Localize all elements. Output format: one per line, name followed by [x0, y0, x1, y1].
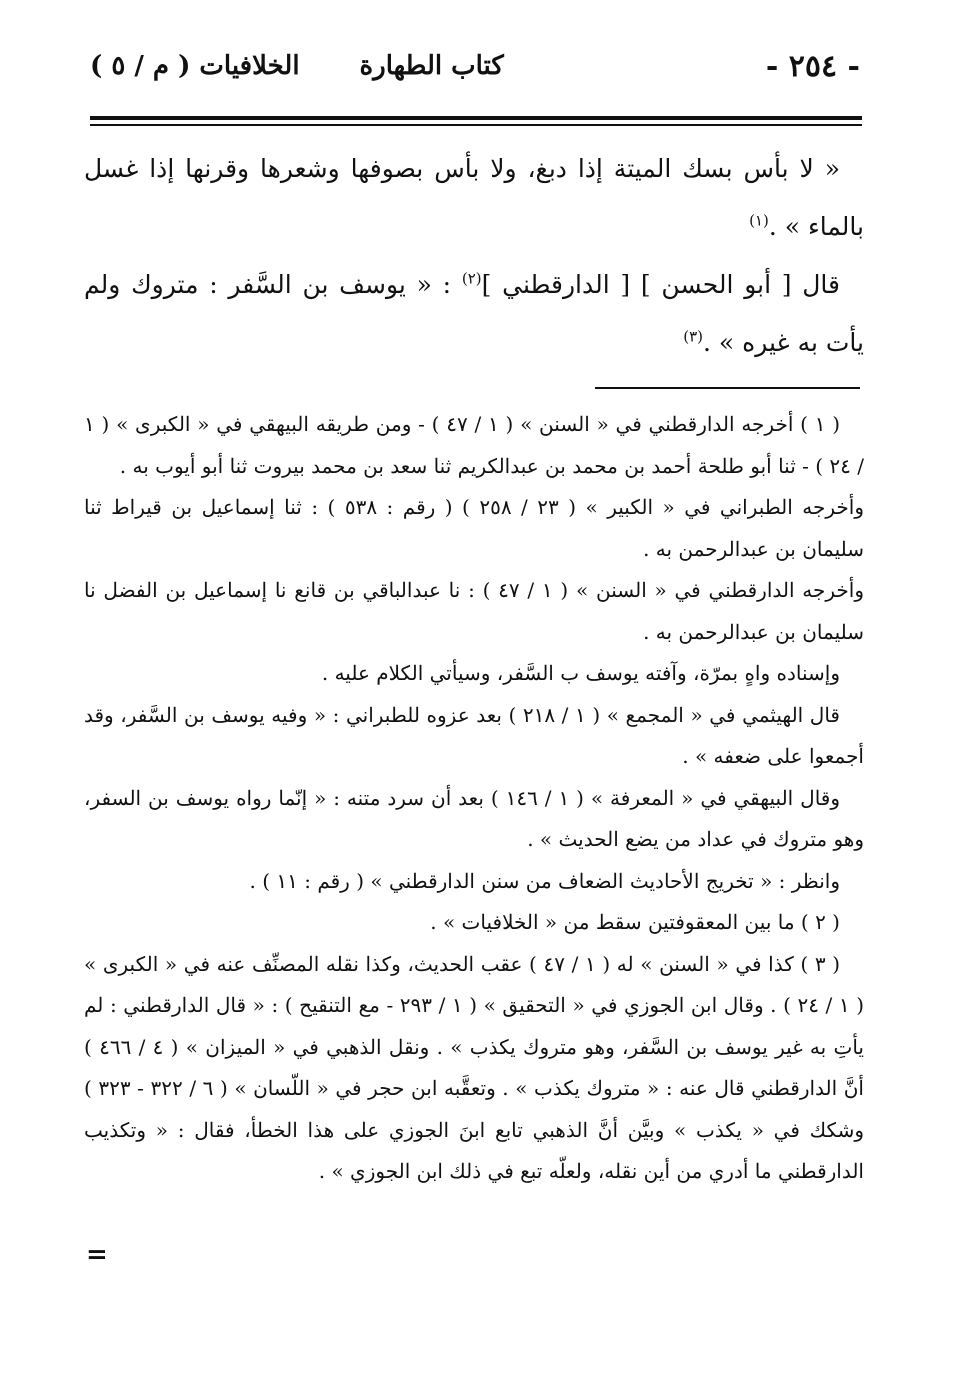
footnote: وانظر : « تخريج الأحاديث الضعاف من سنن الدارقطني » ( رقم : ١١ ) . [249, 868, 840, 893]
continuation-mark: = [86, 1240, 108, 1270]
header-rule-thin [90, 124, 862, 126]
footnotes [84, 404, 864, 1193]
footnote-ref: (٣) [683, 327, 703, 346]
main-text-line: : « يوسف بن السَّفر : متروك ولم يأت به غيره » . [84, 270, 864, 357]
page-number: - ٢٥٤ - [765, 48, 860, 84]
running-head [90, 51, 504, 81]
footnote: ( ٣ ) كذا في « السنن » له ( ١ / ٤٧ ) عقب الحديث، وكذا نقله المصنِّف عنه في « الكبرى » ( ١ / ٢٤ ) . وقال ابن الجوزي في « التحقيق » ( ١ / ٢٩٣ - مع التنقيح ) : « قال الدارقطني : لم يأتِ به غير يوسف بن السَّفر، وهو متروك يكذب » . ونقل الذهبي في « الميزان » ( ٤ / ٤٦٦ ) أنَّ الدارقطني قال عنه : « متروك يكذب » . وتعقَّبه ابن حجر في « اللّسان » ( ٦ / ٣٢٢ - ٣٢٣ ) وشكك في « يكذب » وبيَّن أنَّ الذهبي تابع ابنَ الجوزي على هذا الخطأ، فقال : « وتكذيب الدارقطني ما أدري من أين نقله، ولعلّه تبع في ذلك ابن الجوزي » . [84, 951, 865, 1183]
main-text-line: قال [ أبو الحسن ] [ الدارقطني ] [481, 270, 840, 299]
footnote: وأخرجه الطبراني في « الكبير » ( ٢٣ / ٢٥٨ ) ( رقم : ٥٣٨ ) : ثنا إسماعيل بن قيراط ثنا سليمان بن عبدالرحمن به . [84, 495, 865, 561]
footnote: ( ١ ) أخرجه الدارقطني في « السنن » ( ١ / ٤٧ ) - ومن طريقه البيهقي في « الكبرى » ( ١ / ٢٤ ) - ثنا أبو طلحة أحمد بن محمد بن عبدالكريم ثنا سعد بن محمد بيروت ثنا أبو أيوب به . [84, 412, 864, 478]
footnote-ref: (٢) [461, 269, 482, 288]
main-paragraph [84, 140, 864, 256]
page-header [90, 42, 860, 90]
main-text [84, 140, 864, 372]
main-paragraph [84, 256, 864, 372]
section-title: الخلافيات ( م / ٥ ) [90, 51, 300, 81]
footnote: وأخرجه الدارقطني في « السنن » ( ١ / ٤٧ ) : نا عبدالباقي بن قانع نا إسماعيل بن الفضل نا سليمان بن عبدالرحمن به . [84, 578, 864, 644]
header-rule-thick [90, 116, 862, 120]
footnote: وقال البيهقي في « المعرفة » ( ١ / ١٤٦ ) بعد أن سرد متنه : « إنّما رواه يوسف بن السفر، وهو متروك في عداد من يضع الحديث » . [84, 785, 864, 851]
book-title: كتاب الطهارة [359, 51, 504, 81]
footnote-separator [595, 387, 860, 389]
footnote: ( ٢ ) ما بين المعقوفتين سقط من « الخلافيات » . [430, 910, 840, 934]
footnote-ref: (١) [749, 211, 769, 230]
main-text-line: « لا بأس بسك الميتة إذا دبغ، ولا بأس بصوفها وشعرها وقرنها إذا غسل بالماء » . [84, 154, 864, 241]
footnote: وإسناده واهٍ بمرّة، وآفته يوسف ب السَّفر، وسيأتي الكلام عليه . [321, 661, 840, 685]
footnote: قال الهيثمي في « المجمع » ( ١ / ٢١٨ ) بعد عزوه للطبراني : « وفيه يوسف بن السَّفر، وقد أجمعوا على ضعفه » . [84, 702, 864, 768]
